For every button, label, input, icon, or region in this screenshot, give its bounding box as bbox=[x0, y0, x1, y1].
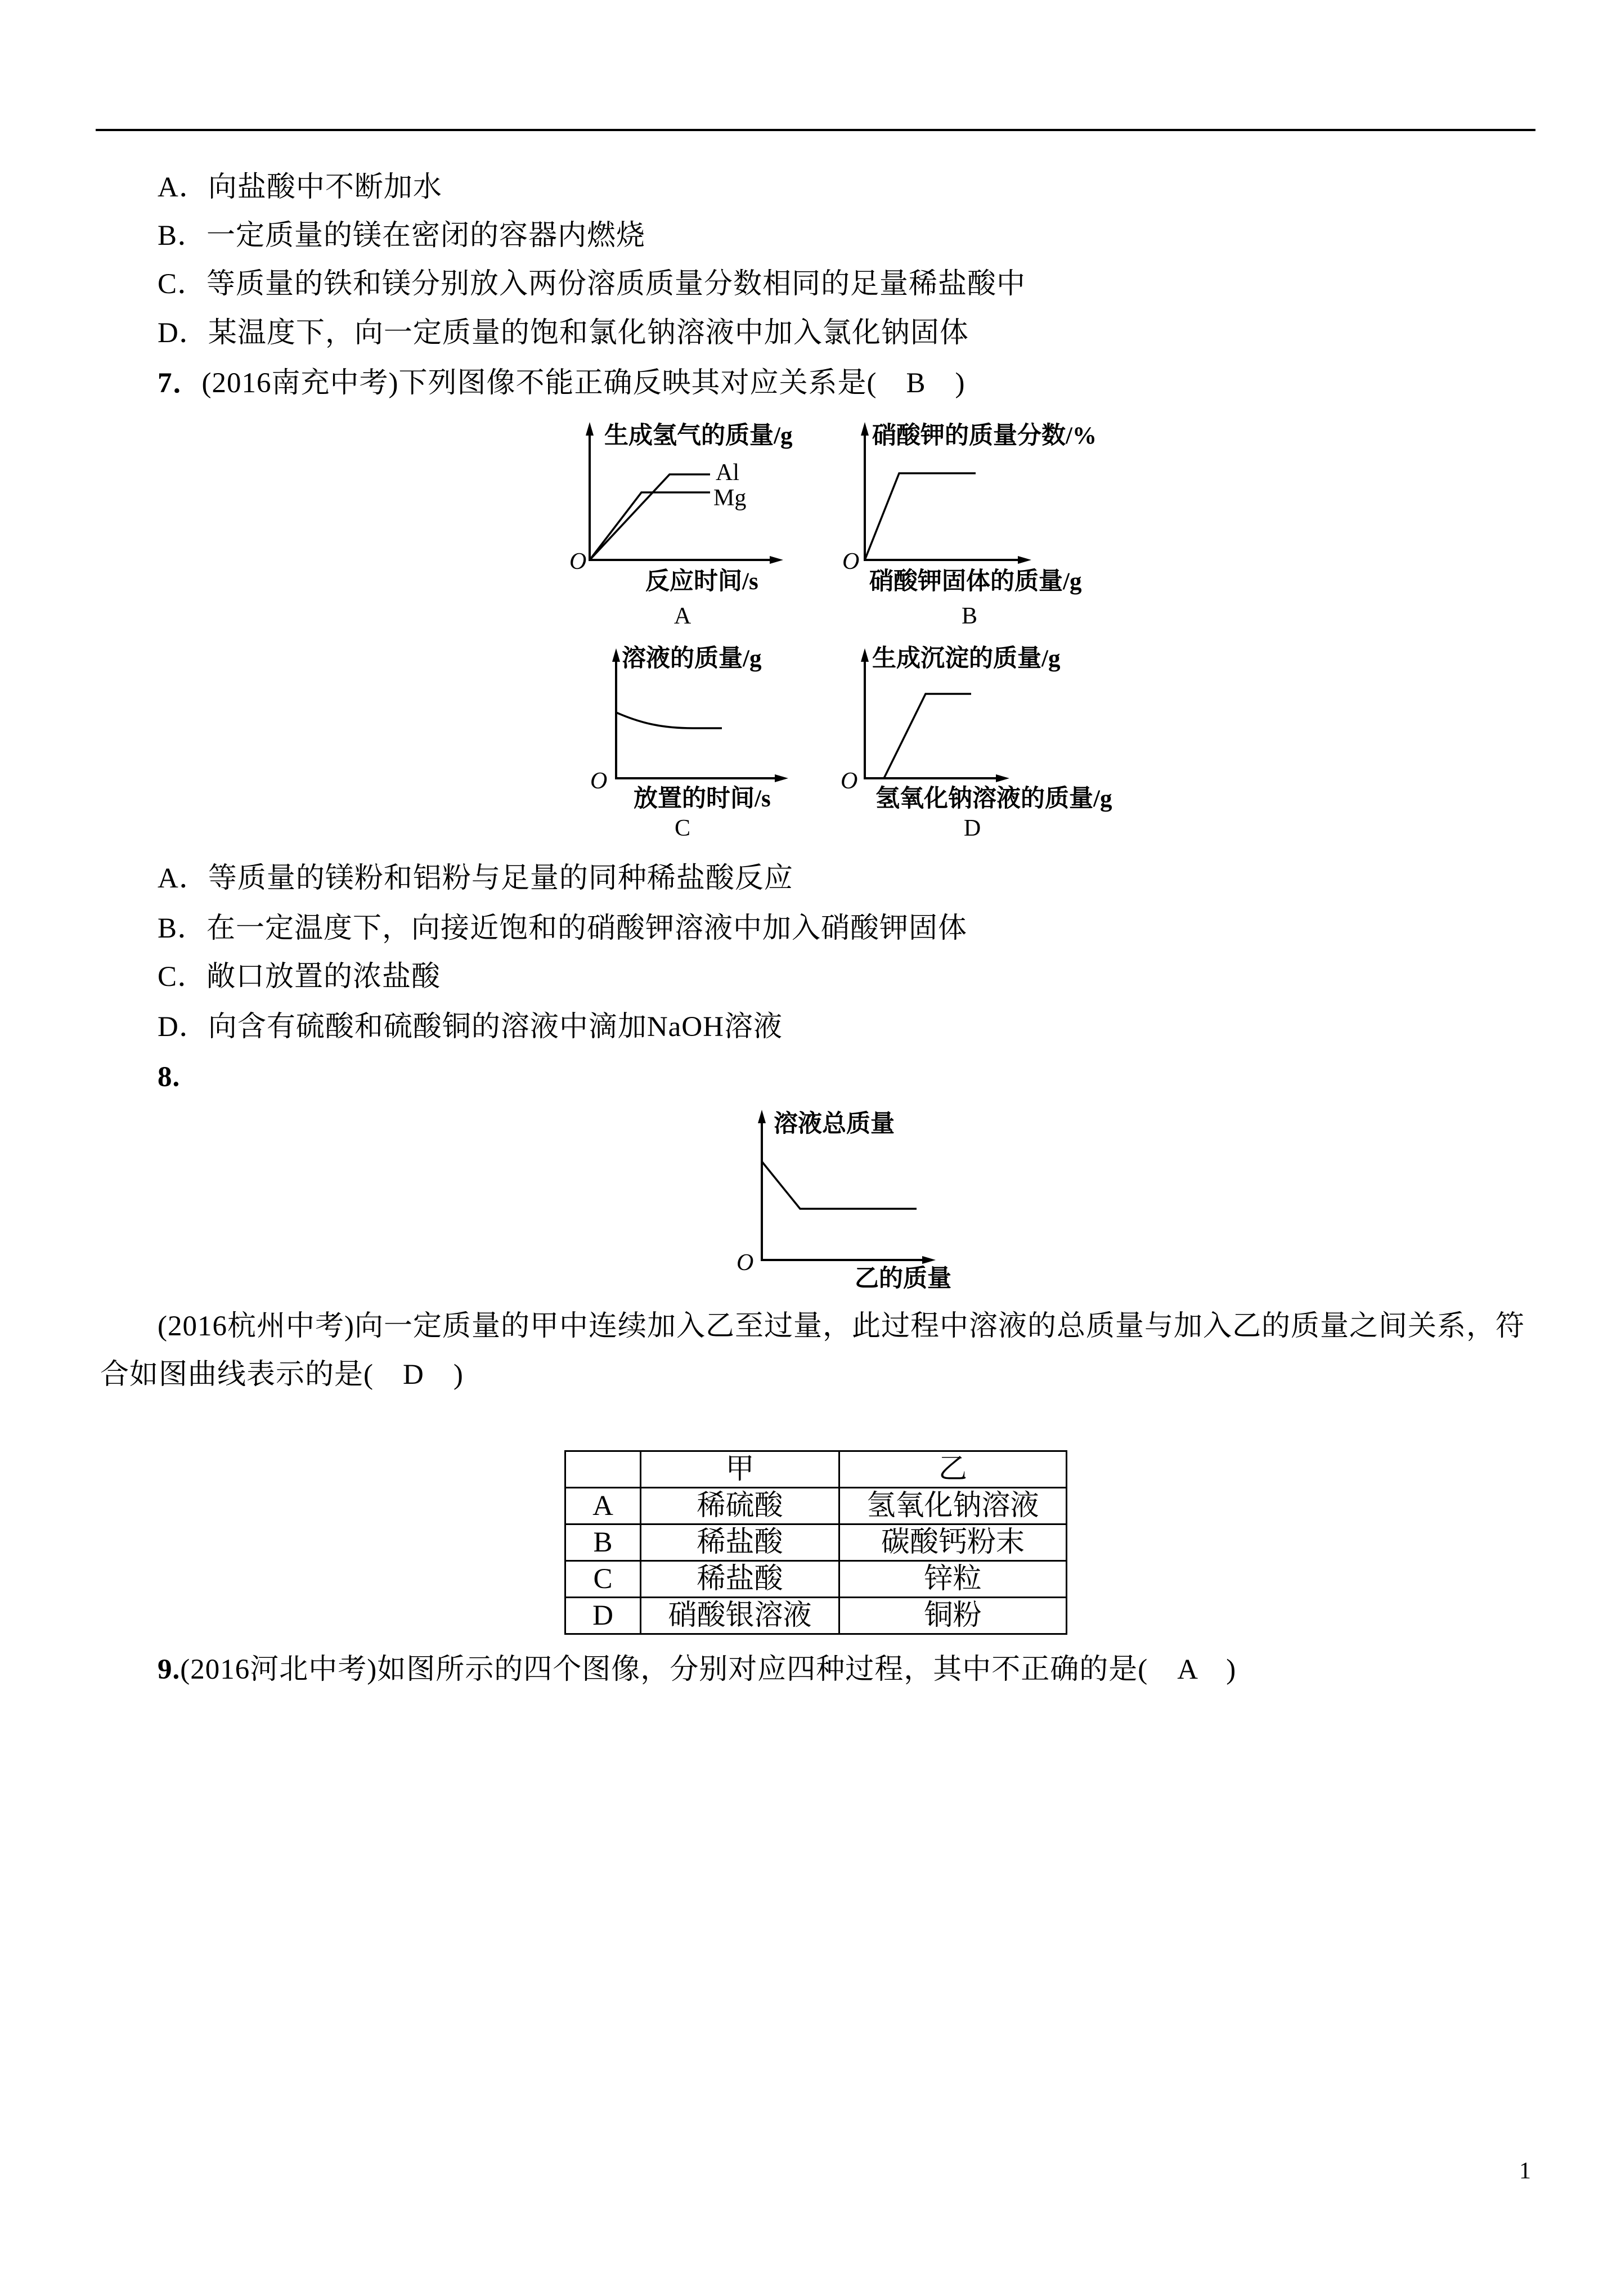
x-axis-label: 反应时间/s bbox=[645, 568, 758, 595]
origin-label: O bbox=[841, 768, 858, 794]
figure-caption: C bbox=[674, 815, 691, 841]
table-row bbox=[565, 1561, 1067, 1598]
figure-caption: A bbox=[673, 603, 691, 629]
figure-8 bbox=[726, 1097, 979, 1294]
table-cell: 铜粉 bbox=[839, 1598, 1067, 1634]
figure-7b bbox=[838, 416, 1176, 630]
x-axis-arrow bbox=[775, 774, 788, 782]
x-axis-label: 乙的质量 bbox=[855, 1266, 951, 1292]
mg-curve-label: Mg bbox=[713, 485, 747, 511]
q8-stem-line-2: 合如图曲线表示的是( D ) bbox=[100, 1359, 464, 1391]
q8-stem-line-1: (2016杭州中考)向一定质量的甲中连续加入乙至过量，此过程中溶液的总质量与加入乙的质量之间关系，符 bbox=[158, 1311, 1525, 1342]
q8-options-table bbox=[564, 1450, 1067, 1635]
page-number: 1 bbox=[1519, 2158, 1531, 2184]
table-cell: 稀盐酸 bbox=[641, 1561, 839, 1598]
table-header-cell: 乙 bbox=[839, 1451, 1067, 1488]
q6-option-b: B．一定质量的镁在密闭的容器内燃烧 bbox=[158, 220, 646, 252]
al-curve-label: Al bbox=[716, 460, 739, 486]
table-cell: 稀硫酸 bbox=[641, 1488, 839, 1524]
q6-option-d: D．某温度下，向一定质量的饱和氯化钠溶液中加入氯化钠固体 bbox=[158, 317, 969, 349]
q9-stem-line bbox=[158, 1653, 1236, 1687]
table-cell: D bbox=[565, 1598, 641, 1634]
mass-fraction-curve bbox=[865, 473, 976, 560]
x-axis-arrow bbox=[996, 774, 1009, 782]
q7-stem-line bbox=[158, 366, 965, 400]
q7-option-d: D．向含有硫酸和硫酸铜的溶液中滴加NaOH溶液 bbox=[158, 1011, 783, 1043]
x-axis-label: 氢氧化钠溶液的质量/g bbox=[875, 786, 1112, 812]
table-row bbox=[565, 1524, 1067, 1561]
figure-7d bbox=[838, 636, 1176, 844]
origin-label: O bbox=[590, 768, 608, 794]
table-cell: B bbox=[565, 1524, 641, 1561]
y-axis-arrow bbox=[612, 648, 620, 662]
y-axis-label: 溶液总质量 bbox=[774, 1111, 895, 1137]
q7-option-c: C．敞口放置的浓盐酸 bbox=[158, 961, 441, 993]
q9-number: 9. bbox=[158, 1654, 181, 1685]
y-axis-label: 溶液的质量/g bbox=[622, 645, 762, 672]
y-axis-arrow bbox=[758, 1110, 766, 1123]
origin-label: O bbox=[737, 1250, 754, 1276]
al-curve bbox=[590, 474, 710, 560]
q6-option-a: A．向盐酸中不断加水 bbox=[158, 172, 442, 203]
mg-curve bbox=[590, 492, 710, 560]
figure-7a bbox=[563, 416, 799, 630]
q7-option-a: A．等质量的镁粉和铝粉与足量的同种稀盐酸反应 bbox=[158, 863, 793, 894]
table-row bbox=[565, 1598, 1067, 1634]
total-mass-curve bbox=[762, 1162, 917, 1209]
header-rule bbox=[96, 129, 1535, 131]
x-axis-arrow bbox=[922, 1256, 936, 1264]
figure-caption: D bbox=[963, 815, 981, 841]
y-axis-arrow bbox=[861, 648, 869, 662]
table-cell: 稀盐酸 bbox=[641, 1524, 839, 1561]
y-axis-label: 生成氢气的质量/g bbox=[604, 423, 793, 449]
table-cell: 锌粒 bbox=[839, 1561, 1067, 1598]
figure-7c bbox=[585, 636, 821, 844]
q7-number: 7． bbox=[158, 367, 202, 399]
q8-number: 8. bbox=[158, 1061, 181, 1093]
table-row bbox=[565, 1488, 1067, 1524]
table-cell: C bbox=[565, 1561, 641, 1598]
table-cell: A bbox=[565, 1488, 641, 1524]
y-axis-label: 生成沉淀的质量/g bbox=[872, 645, 1061, 672]
x-axis-arrow bbox=[1018, 556, 1031, 564]
table-corner-cell bbox=[565, 1451, 641, 1488]
origin-label: O bbox=[842, 549, 860, 575]
origin-label: O bbox=[569, 549, 587, 575]
x-axis-label: 硝酸钾固体的质量/g bbox=[869, 568, 1082, 595]
q6-option-c: C．等质量的铁和镁分别放入两份溶质质量分数相同的足量稀盐酸中 bbox=[158, 268, 1026, 300]
y-axis-arrow bbox=[861, 422, 869, 436]
figure-caption: B bbox=[961, 603, 978, 629]
table-cell: 硝酸银溶液 bbox=[641, 1598, 839, 1634]
q7-option-b: B．在一定温度下，向接近饱和的硝酸钾溶液中加入硝酸钾固体 bbox=[158, 913, 968, 944]
x-axis-arrow bbox=[770, 556, 783, 564]
y-axis-label: 硝酸钾的质量分数/% bbox=[872, 423, 1097, 449]
table-cell: 碳酸钙粉末 bbox=[839, 1524, 1067, 1561]
q9-stem: (2016河北中考)如图所示的四个图像，分别对应四种过程，其中不正确的是( A ) bbox=[180, 1654, 1237, 1685]
table-header-cell: 甲 bbox=[641, 1451, 839, 1488]
x-axis-label: 放置的时间/s bbox=[634, 786, 771, 812]
solution-mass-curve bbox=[616, 712, 722, 728]
table-cell: 氢氧化钠溶液 bbox=[839, 1488, 1067, 1524]
table-header-row bbox=[565, 1451, 1067, 1488]
precipitate-curve bbox=[884, 694, 971, 778]
y-axis-arrow bbox=[586, 422, 594, 436]
q7-stem: (2016南充中考)下列图像不能正确反映其对应关系是( B ) bbox=[201, 367, 966, 399]
